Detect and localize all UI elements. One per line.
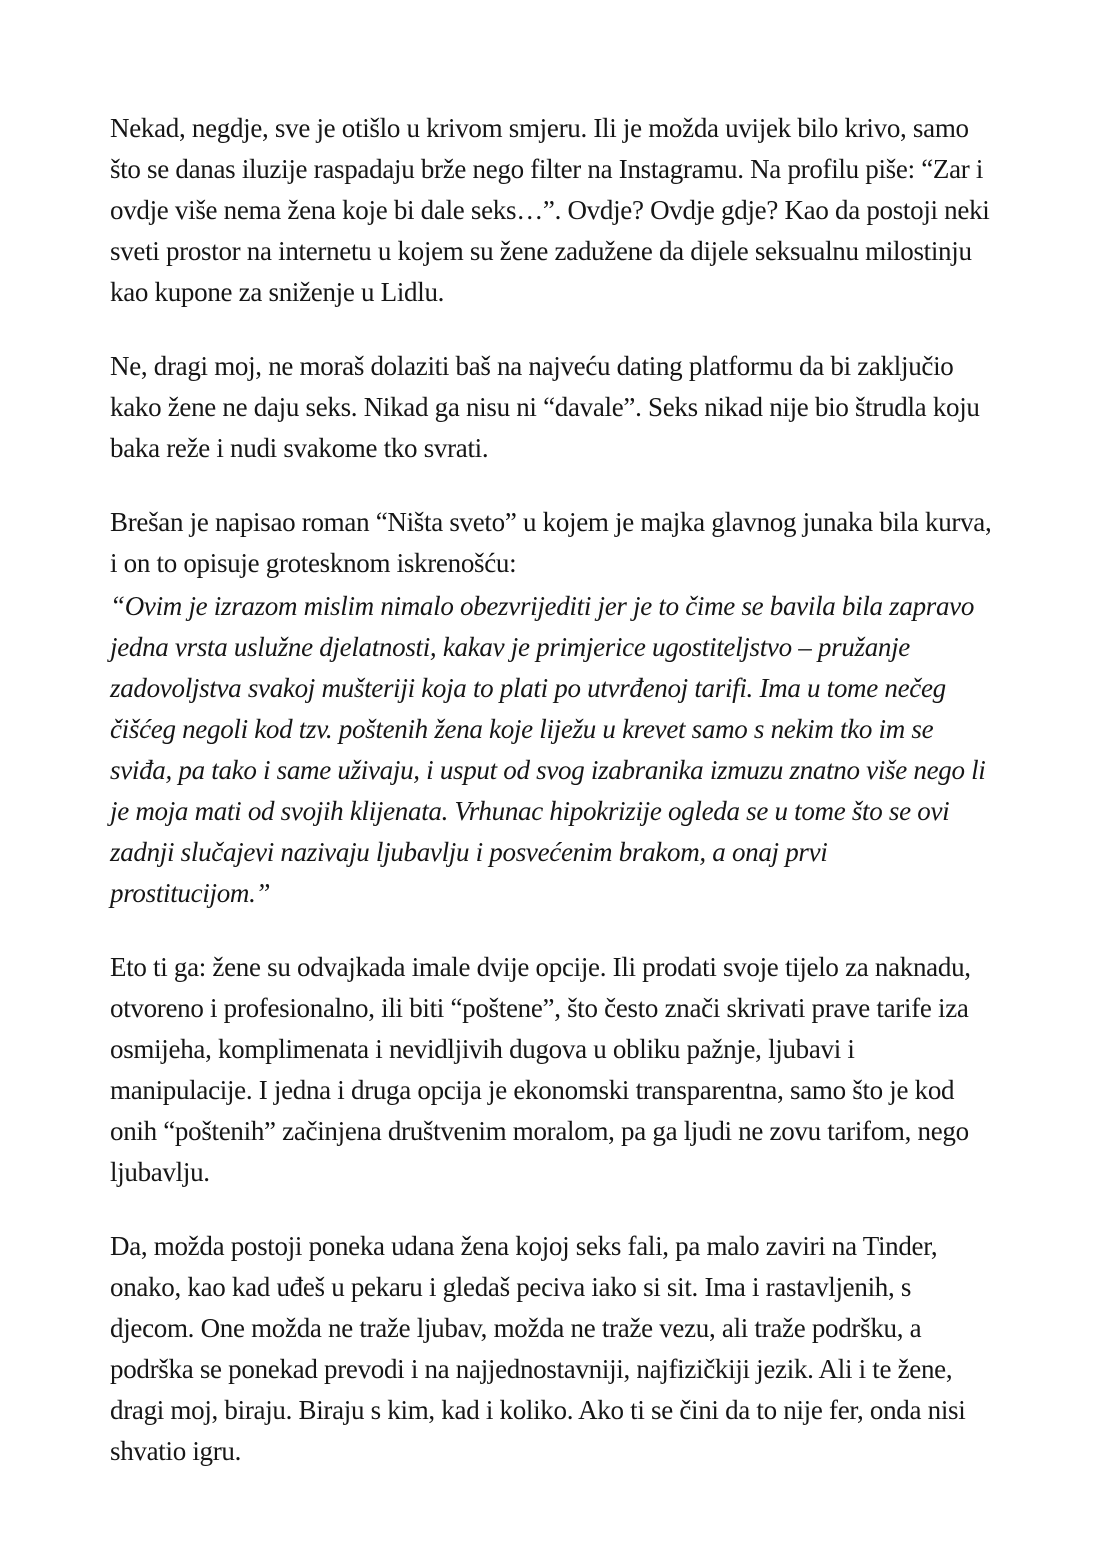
block-quote-bresan: “Ovim je izrazom mislim nimalo obezvrijediti jer je to čime se bavila bila zapravo jedna vrsta uslužne djelatnosti, kakav je primjerice ugostiteljstvo – pružanje zadovoljstva svakoj mušteriji koja to plati po utvrđenoj tarifi. Ima u tome nečeg čišćeg negoli kod tzv. poštenih žena koje liježu u krevet samo s nekim tko im se sviđa, pa tako i same uživaju, i usput od svog izabranika izmuzu znatno više nego li je moja mati od svojih klijenata. Vrhunac hipokrizije ogleda se u tome što se ovi zadnji slučajevi nazivaju ljubavlju i posvećenim brakom, a onaj prvi prostitucijom.”	[110, 591, 986, 908]
paragraph-bresan-intro: Brešan je napisao roman “Ništa sveto” u kojem je majka glavnog junaka bila kurva, i on to opisuje grotesknom iskrenošću:	[110, 507, 992, 578]
paragraph-tinder-closing: Da, možda postoji poneka udana žena kojoj seks fali, pa malo zaviri na Tinder, onako, kao kad uđeš u pekaru i gledaš peciva iako si sit. Ima i rastavljenih, s djecom. One možda ne traže ljubav, možda ne traže vezu, ali traže podršku, a podrška se ponekad prevodi i na najjednostavniji, najfizičkiji jezik. Ali i te žene, dragi moj, biraju. Biraju s kim, kad i koliko. Ako ti se čini da to nije fer, onda nisi shvatio igru.	[110, 1231, 966, 1466]
paragraph-two-options: Eto ti ga: žene su odvajkada imale dvije opcije. Ili prodati svoje tijelo za naknadu, otvoreno i profesionalno, ili biti “poštene”, što često znači skrivati prave tarife iza osmijeha, komplimenata i nevidljivih dugova u obliku pažnje, ljubavi i manipulacije. I jedna i druga opcija je ekonomski transparentna, samo što je kod onih “poštenih” začinjena društvenim moralom, pa ga ljudi ne zovu tarifom, nego ljubavlju.	[110, 952, 971, 1187]
paragraph-intro: Nekad, negdje, sve je otišlo u krivom smjeru. Ili je možda uvijek bilo krivo, samo što se danas iluzije raspadaju brže nego filter na Instagramu. Na profilu piše: “Zar i ovdje više nema žena koje bi dale seks…”. Ovdje? Ovdje gdje? Kao da postoji neki sveti prostor na internetu u kojem su žene zadužene da dijele seksualnu milostinju kao kupone za sniženje u Lidlu.	[110, 113, 990, 307]
paragraph-dating-platform: Ne, dragi moj, ne moraš dolaziti baš na najveću dating platformu da bi zaključio kako žene ne daju seks. Nikad ga nisu ni “davale”. Seks nikad nije bio štrudla koju baka reže i nudi svakome tko svrati.	[110, 351, 980, 463]
